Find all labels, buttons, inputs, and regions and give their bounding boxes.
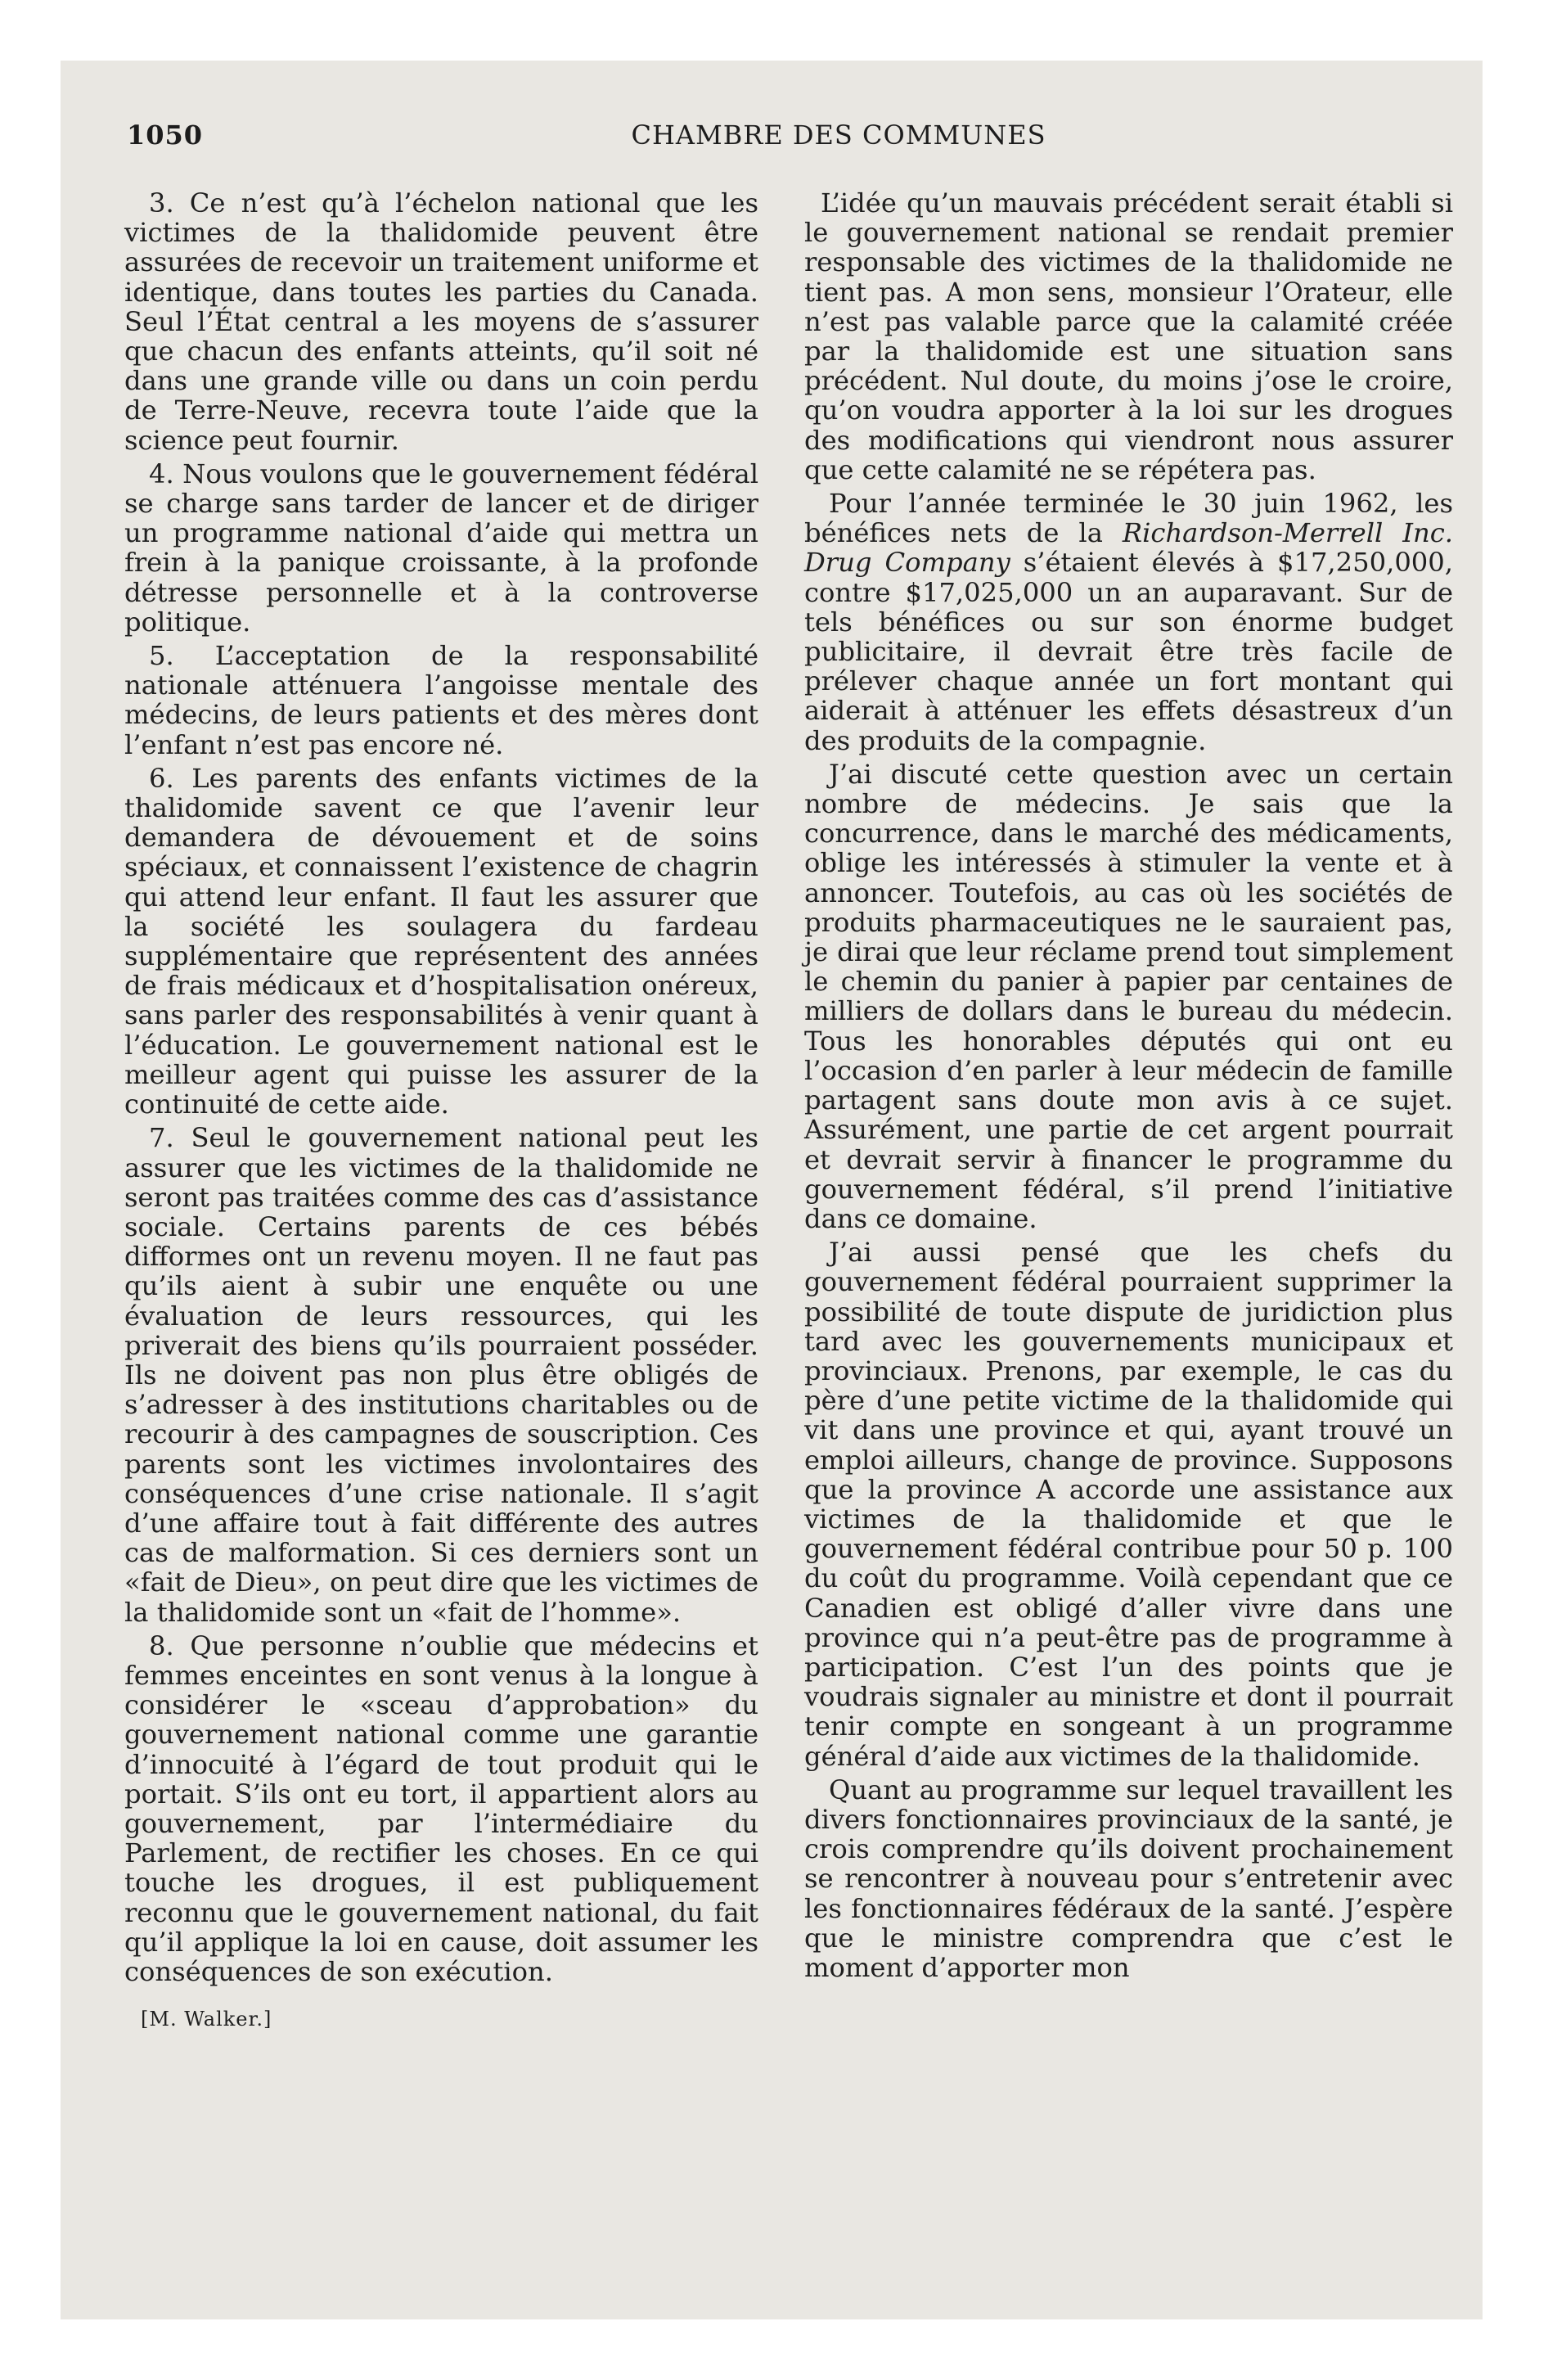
paragraph-precedent: L’idée qu’un mauvais précédent serait établi si le gouvernement national se rendait premier responsable des victimes de la thalidomide ne tient pas. A mon sens, monsieur l’Orateur, elle n’est pas valable parce que la calamité créée par la thalidomide est une situation sans précédent. Nul doute, du moins j’ose le croire, qu’on voudra apporter à la loi sur les drogues des modifications qui viendront nous assurer que cette calamité ne se répétera pas.	[804, 187, 1453, 485]
paragraph-5: 5. L’acceptation de la responsabilité nationale atténuera l’angoisse mentale des médecins, de leurs patients et des mères dont l’enfant n’est pas encore né.	[124, 640, 758, 760]
paragraph-4: 4. Nous voulons que le gouvernement fédéral se charge sans tarder de lancer et de diriger un programme national d’aide qui mettra un frein à la panique croissante, à la profonde détresse personnelle et à la controverse politique.	[124, 458, 758, 638]
page-header	[127, 119, 1452, 152]
right-column	[804, 188, 1453, 1986]
profits-text-end: s’étaient élevés à $17,250,000, contre $17,025,000 un an auparavant. Sur de tels bénéfices ou sur son énorme budget publicitaire, il devrait être très facile de prélever chaque année un fort montant qui aiderait à atténuer les effets désastreux d’un des produits de la compagnie.	[804, 547, 1453, 756]
paragraph-profits	[804, 489, 1453, 755]
paragraph-8: 8. Que personne n’oublie que médecins et femmes enceintes en sont venus à la longue à considérer le «sceau d’approbation» du gouvernement national comme une garantie d’innocuité à l’égard de tout produit qui le portait. S’ils ont eu tort, il appartient alors au gouvernement, par l’intermédiaire du Parlement, de rectifier les choses. En ce qui touche les drogues, il est publiquement reconnu que le gouvernement national, du fait qu’il applique la loi en cause, doit assumer les conséquences de son exécution.	[124, 1629, 758, 1987]
paragraph-7: 7. Seul le gouvernement national peut les assurer que les victimes de la thalidomide ne seront pas traitées comme des cas d’assistance sociale. Certains parents de ces bébés difformes ont un revenu moyen. Il ne faut pas qu’ils aient à subir une enquête ou une évaluation de leurs ressources, qui les priverait des biens qu’ils pourraient posséder. Ils ne doivent pas non plus être obligés de s’adresser à des institutions charitables ou de recourir à des campagnes de souscription. Ces parents sont les victimes involontaires des conséquences d’une crise nationale. Il s’agit d’une affaire tout à fait différente des autres cas de malformation. Si ces derniers sont un «fait de Dieu», on peut dire que les victimes de la thalidomide sont un «fait de l’homme».	[124, 1122, 758, 1628]
paragraph-physicians: J’ai discuté cette question avec un certain nombre de médecins. Je sais que la concurrence, dans le marché des médicaments, oblige les intéressés à stimuler la vente et à annoncer. Toutefois, au cas où les sociétés de produits pharmaceutiques ne le sauraient pas, je dirai que leur réclame prend tout simplement le chemin du panier à papier par centaines de milliers de dollars dans le bureau du médecin. Tous les honorables députés qui ont eu l’occasion d’en parler à leur médecin de famille partagent sans doute mon avis à ce sujet. Assurément, une partie de cet argent pourrait et devrait servir à financer le programme du gouvernement fédéral, s’il prend l’initiative dans ce domaine.	[804, 758, 1453, 1234]
running-head: CHAMBRE DES COMMUNES	[631, 119, 1046, 151]
paragraph-3: 3. Ce n’est qu’à l’échelon national que les victimes de la thalidomide peuvent être assurées de recevoir un traitement uniforme et identique, dans toutes les parties du Canada. Seul l’État central a les moyens de s’assurer que chacun des enfants atteints, qu’il soit né dans une grande ville ou dans un coin perdu de Terre-Neuve, recevra toute l’aide que la science peut fournir.	[124, 187, 758, 456]
paragraph-jurisdiction: J’ai aussi pensé que les chefs du gouvernement fédéral pourraient supprimer la possibilité de toute dispute de juridiction plus tard avec les gouvernements municipaux et provinciaux. Prenons, par exemple, le cas du père d’une petite victime de la thalidomide qui vit dans une province et qui, ayant trouvé un emploi ailleurs, change de province. Supposons que la province A accorde une assistance aux victimes de la thalidomide et que le gouvernement fédéral contribue pour 50 p. 100 du coût du programme. Voilà cependant que ce Canadien est obligé d’aller vivre dans une province qui n’a peut-être pas de programme à participation. C’est l’un des points que je voudrais signaler au ministre et dont il pourrait tenir compte en songeant à un programme général d’aide aux victimes de la thalidomide.	[804, 1237, 1453, 1772]
company-name: Richardson-Merrell Inc. Drug Company	[804, 517, 1453, 579]
profits-text-start: Pour l’année terminée le 30 juin 1962, les bénéfices nets de la	[804, 488, 1453, 549]
left-column	[124, 188, 758, 2034]
paragraph-provincial-program: Quant au programme sur lequel travaillent les divers fonctionnaires provinciaux de la santé, je crois comprendre qu’ils doivent prochainement se rencontrer à nouveau pour s’entretenir avec les fonctionnaires fédéraux de la santé. J’espère que le ministre comprendra que c’est le moment d’apporter mon	[804, 1774, 1453, 1983]
page-number: 1050	[127, 119, 204, 151]
paragraph-6: 6. Les parents des enfants victimes de la thalidomide savent ce que l’avenir leur demandera de dévouement et de soins spéciaux, et connaissent l’existence de chagrin qui attend leur enfant. Il faut les assurer que la société les soulagera du fardeau supplémentaire que représentent des années de frais médicaux et d’hospitalisation onéreux, sans parler des responsabilités à venir quant à l’éducation. Le gouvernement national est le meilleur agent qui puisse les assurer de la continuité de cette aide.	[124, 762, 758, 1120]
speaker-attribution: [M. Walker.]	[141, 2008, 272, 2031]
